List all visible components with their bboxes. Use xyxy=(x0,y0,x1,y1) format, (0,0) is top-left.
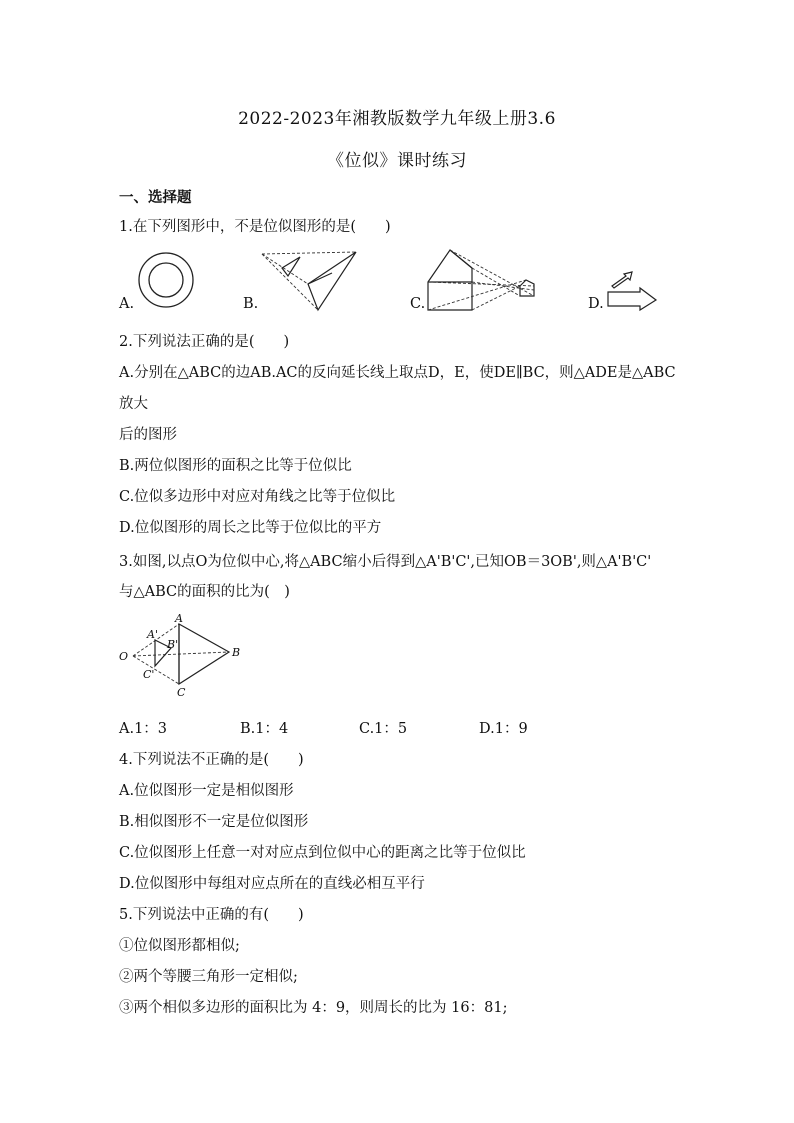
q2-option-a-line2: 放大 xyxy=(119,396,148,412)
q2-option-a-line3: 后的图形 xyxy=(119,427,177,443)
q1-figure-b-triangles xyxy=(258,248,368,316)
label-C: C xyxy=(177,686,186,699)
q1-figure-a-rings xyxy=(136,250,196,310)
section-heading: 一、选择题 xyxy=(119,189,192,206)
q3-option-a: A.1：3 xyxy=(119,721,168,737)
q1-option-b: B. xyxy=(243,296,259,312)
label-B: B xyxy=(232,646,241,659)
q2-option-b: B.两位似图形的面积之比等于位似比 xyxy=(119,458,352,474)
q4-option-a: A.位似图形一定是相似图形 xyxy=(119,783,294,799)
label-A: A xyxy=(175,612,183,625)
q1-option-c: C. xyxy=(410,296,426,312)
q4-option-d: D.位似图形中每组对应点所在的直线必相互平行 xyxy=(119,876,425,892)
q2-option-d: D.位似图形的周长之比等于位似比的平方 xyxy=(119,520,382,536)
q1-figure-c-houses xyxy=(424,246,542,312)
q1-option-a: A. xyxy=(119,296,135,312)
q5-item-2: ②两个等腰三角形一定相似; xyxy=(119,969,298,985)
doc-title-line2: 《位似》课时练习 xyxy=(327,151,467,171)
label-O: O xyxy=(119,650,129,663)
label-C-prime: C' xyxy=(143,668,155,681)
q1-option-d: D. xyxy=(588,296,604,312)
q5-item-3: ③两个相似多边形的面积比为 4：9，则周长的比为 16：81; xyxy=(119,1000,508,1016)
q2-option-c: C.位似多边形中对应对角线之比等于位似比 xyxy=(119,489,396,505)
q1-stem: 1.在下列图形中，不是位似图形的是( ) xyxy=(119,219,391,235)
q4-option-c: C.位似图形上任意一对对应点到位似中心的距离之比等于位似比 xyxy=(119,845,526,861)
label-A-prime: A' xyxy=(147,628,158,641)
q5-stem: 5.下列说法中正确的有( ) xyxy=(119,907,304,923)
label-B-prime: B' xyxy=(167,638,179,651)
q3-stem-line1: 3.如图,以点O为位似中心,将△ABC缩小后得到△A'B'C',已知OB＝3OB',则△A'B'C' xyxy=(119,554,652,570)
q2-stem: 2.下列说法正确的是( ) xyxy=(119,334,290,350)
q3-option-d: D.1：9 xyxy=(479,721,528,737)
q5-item-1: ①位似图形都相似; xyxy=(119,938,240,954)
q3-option-b: B.1：4 xyxy=(240,721,289,737)
q3-homothety-figure xyxy=(119,612,249,700)
q3-stem-line2: 与△ABC的面积的比为( ) xyxy=(119,584,290,600)
q1-figure-d-arrows xyxy=(604,268,660,312)
doc-title-line1: 2022-2023年湘教版数学九年级上册3.6 xyxy=(238,109,556,129)
q2-option-a-line1: A.分别在△ABC的边AB.AC的反向延长线上取点D，E，使DE∥BC，则△ADE是△ABC xyxy=(119,365,676,381)
q3-option-c: C.1：5 xyxy=(359,721,408,737)
q4-stem: 4.下列说法不正确的是( ) xyxy=(119,752,304,768)
q4-option-b: B.相似图形不一定是位似图形 xyxy=(119,814,309,830)
